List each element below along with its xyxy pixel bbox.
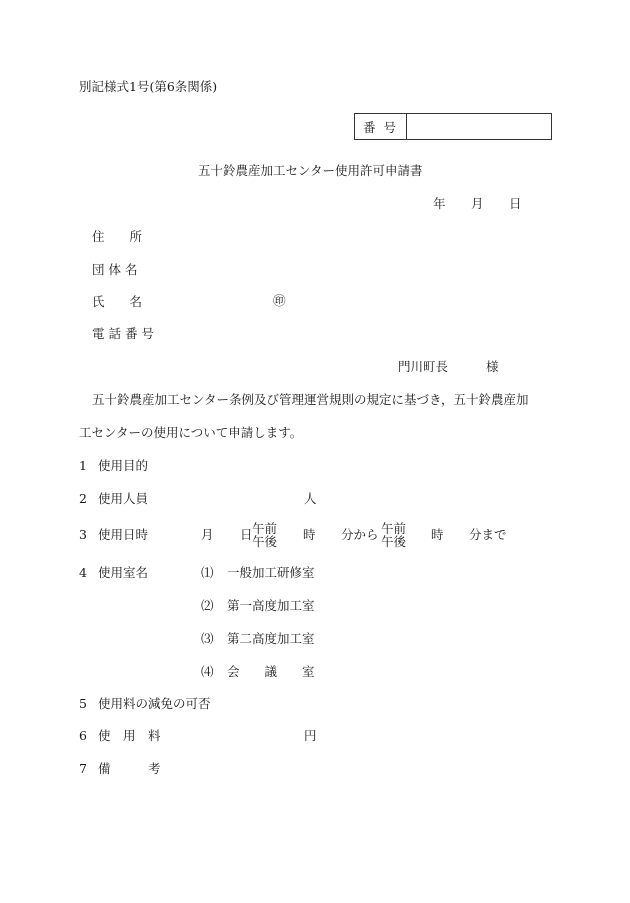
item-5-label: 使用料の減免の可否 — [98, 696, 211, 711]
minute-from-label: 分から — [341, 527, 379, 542]
item-2-number: 2 — [79, 491, 87, 506]
item-6-label: 使 用 料 — [98, 728, 161, 743]
room-name-3: 第二高度加工室 — [227, 631, 315, 646]
ampm-stack-2 — [381, 522, 406, 548]
address-label: 住 所 — [92, 229, 143, 244]
form-reference: 別記様式1号(第6条関係) — [79, 79, 218, 94]
room-name-4: 会 議 室 — [227, 664, 315, 679]
seal-mark: ㊞ — [273, 293, 286, 308]
number-label: 番号 — [355, 114, 407, 139]
room-marker-2: ⑵ — [201, 598, 214, 613]
date-month: 月 — [471, 196, 484, 211]
room-name-2: 第一高度加工室 — [227, 598, 315, 613]
body-text-line-1: 五十鈴農産加工センター条例及び管理運営規則の規定に基づき，五十鈴農産加 — [92, 392, 529, 407]
body-text-line-2: 工センターの使用について申請します。 — [79, 425, 303, 440]
item-3-number: 3 — [79, 527, 87, 542]
am-label-1: 午前 — [252, 521, 278, 536]
item-3-label: 使用日時 — [98, 527, 149, 542]
item-1-number: 1 — [79, 458, 87, 473]
document-title: 五十鈴農産加工センター使用許可申請書 — [198, 163, 423, 178]
item-5-number: 5 — [79, 696, 87, 711]
room-name-1: 一般加工研修室 — [227, 565, 315, 580]
date-year: 年 — [433, 196, 446, 211]
item-7-label: 備 考 — [98, 761, 161, 776]
group-name-label: 団 体 名 — [92, 262, 138, 277]
pm-label-2: 午後 — [381, 534, 407, 549]
item-2-label: 使用人員 — [98, 491, 149, 506]
item-7-number: 7 — [79, 761, 87, 776]
ampm-stack-1 — [252, 522, 277, 548]
room-marker-4: ⑷ — [201, 664, 214, 679]
personnel-unit: 人 — [304, 491, 317, 506]
room-marker-3: ⑶ — [201, 631, 214, 646]
pm-label-1: 午後 — [252, 534, 278, 549]
item-6-number: 6 — [79, 728, 87, 743]
am-label-2: 午前 — [381, 521, 407, 536]
datetime-month: 月 — [201, 527, 214, 542]
item-4-label: 使用室名 — [98, 565, 149, 580]
item-4-number: 4 — [79, 565, 87, 580]
number-field[interactable] — [407, 114, 551, 139]
recipient-name: 門川町長 — [398, 359, 449, 374]
fee-unit: 円 — [304, 728, 317, 743]
date-day: 日 — [509, 196, 522, 211]
item-1-label: 使用目的 — [98, 458, 149, 473]
hour-label-1: 時 — [303, 527, 316, 542]
hour-label-2: 時 — [431, 527, 444, 542]
name-label: 氏 名 — [92, 294, 143, 309]
datetime-day: 日 — [240, 527, 253, 542]
phone-label: 電 話 番 号 — [92, 326, 154, 341]
minute-until-label: 分まで — [469, 527, 507, 542]
room-marker-1: ⑴ — [201, 565, 214, 580]
number-box — [354, 113, 552, 140]
recipient-honorific: 様 — [486, 359, 499, 374]
